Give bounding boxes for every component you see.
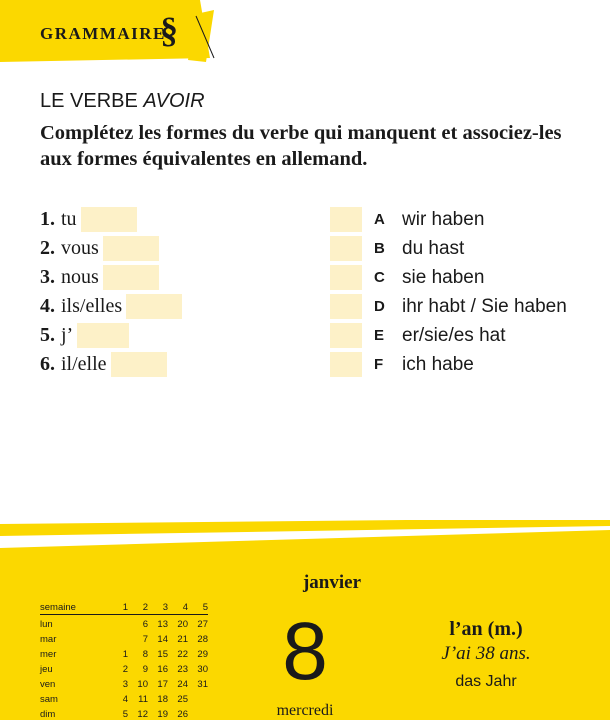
answer-blank[interactable] [126,294,182,319]
option-letter: F [374,356,384,373]
german-form-item [330,234,567,263]
mini-calendar [40,600,208,722]
weekday-label: mar [40,634,57,645]
section-label: GRAMMAIRE [40,24,166,43]
calendar-cell: 11 [138,694,148,705]
german-form-item [330,292,567,321]
calendar-cell: 24 [177,679,188,690]
match-blank[interactable] [330,294,362,319]
match-blank[interactable] [330,207,362,232]
conjugation-item [40,321,182,350]
calendar-cell: 13 [157,619,168,630]
item-number: 5. [40,324,55,346]
calendar-cell: 14 [157,634,168,645]
item-number: 4. [40,295,55,317]
calendar-cell: 20 [177,619,188,630]
german-form: du hast [402,237,465,259]
weekday-label: dim [40,709,56,720]
weekday-label: sam [40,694,58,705]
calendar-cell: 5 [122,709,128,720]
calendar-cell: 2 [122,664,128,675]
calendar-cell: 27 [197,619,208,630]
calendar-cell: 22 [177,649,188,660]
calendar-row [40,677,208,692]
vocab-example: J’ai 38 ans. [441,643,531,664]
vocabulary-box [420,616,552,694]
german-form: ich habe [402,353,474,375]
match-blank[interactable] [330,352,362,377]
conjugation-item [40,234,182,263]
answer-blank[interactable] [111,352,167,377]
pronoun: nous [61,266,99,288]
calendar-row [40,692,208,707]
calendar-cell: 23 [177,664,188,675]
week-number: 5 [202,601,208,613]
calendar-row [40,632,208,647]
instructions: Complétez les formes du verbe qui manquent et associez-les aux formes équivalentes en allemand. [40,122,562,170]
answer-blank[interactable] [103,265,159,290]
month-label: janvier [302,572,362,593]
calendar-cell: 19 [157,709,168,720]
calendar-cell: 21 [177,634,188,645]
calendar-cell: 25 [177,694,188,705]
german-form-item [330,263,567,292]
calendar-cell: 7 [142,634,148,645]
pronoun: vous [61,237,99,259]
calendar-header-label: semaine [40,601,76,613]
option-letter: A [374,211,385,228]
answer-blank[interactable] [81,207,137,232]
pronoun: j’ [61,324,74,346]
german-form-item [330,205,567,234]
german-form: er/sie/es hat [402,324,506,346]
calendar-cell: 1 [122,649,128,660]
german-forms-list [330,205,567,379]
conjugation-item [40,292,182,321]
german-form: ihr habt / Sie haben [402,295,567,317]
week-number: 3 [162,601,168,613]
calendar-cell: 8 [142,649,148,660]
weekday-label: jeu [40,664,53,675]
item-number: 2. [40,237,55,259]
conjugation-item [40,350,182,379]
option-letter: E [374,327,385,344]
calendar-row [40,647,208,662]
match-blank[interactable] [330,323,362,348]
vocab-translation: das Jahr [455,673,517,690]
calendar-header [40,600,208,615]
calendar-cell: 26 [177,709,188,720]
german-form-item [330,350,567,379]
german-form-item [330,321,567,350]
option-letter: C [374,269,385,286]
conjugation-item [40,205,182,234]
german-form: wir haben [402,208,485,230]
match-blank[interactable] [330,265,362,290]
calendar-cell: 16 [157,664,168,675]
calendar-cell: 28 [197,634,208,645]
day-number: 8 [282,606,328,697]
pronoun: ils/elles [61,295,123,317]
answer-blank[interactable] [103,236,159,261]
calendar-row [40,662,208,677]
week-number: 2 [142,601,148,613]
option-letter: B [374,240,385,257]
calendar-cell: 18 [157,694,168,705]
conjugation-item [40,263,182,292]
calendar-cell: 15 [157,649,168,660]
match-blank[interactable] [330,236,362,261]
calendar-cell: 3 [122,679,128,690]
item-number: 3. [40,266,55,288]
item-number: 1. [40,208,55,230]
weekday-label: mer [40,649,57,660]
calendar-row [40,617,208,632]
calendar-cell: 17 [157,679,168,690]
weekday-label: ven [40,679,56,690]
calendar-cell: 10 [137,679,148,690]
calendar-cell: 9 [142,664,148,675]
section-sign-icon: § [160,10,178,50]
item-number: 6. [40,353,55,375]
conjugation-list [40,205,182,379]
week-number: 4 [182,601,188,613]
calendar-cell: 12 [137,709,148,720]
weekday-name: mercredi [276,702,334,719]
vocab-word: l’an (m.) [449,618,523,640]
week-number: 1 [122,601,128,613]
calendar-cell: 31 [197,679,208,690]
page-title: LE VERBE AVOIR [40,90,205,112]
calendar-cell: 30 [197,664,208,675]
weekday-label: lun [40,619,53,630]
calendar-cell: 29 [197,649,208,660]
answer-blank[interactable] [77,323,129,348]
pronoun: il/elle [61,353,107,375]
german-form: sie haben [402,266,485,288]
calendar-cell: 4 [122,694,128,705]
option-letter: D [374,298,385,315]
pronoun: tu [61,208,77,230]
calendar-cell: 6 [142,619,148,630]
